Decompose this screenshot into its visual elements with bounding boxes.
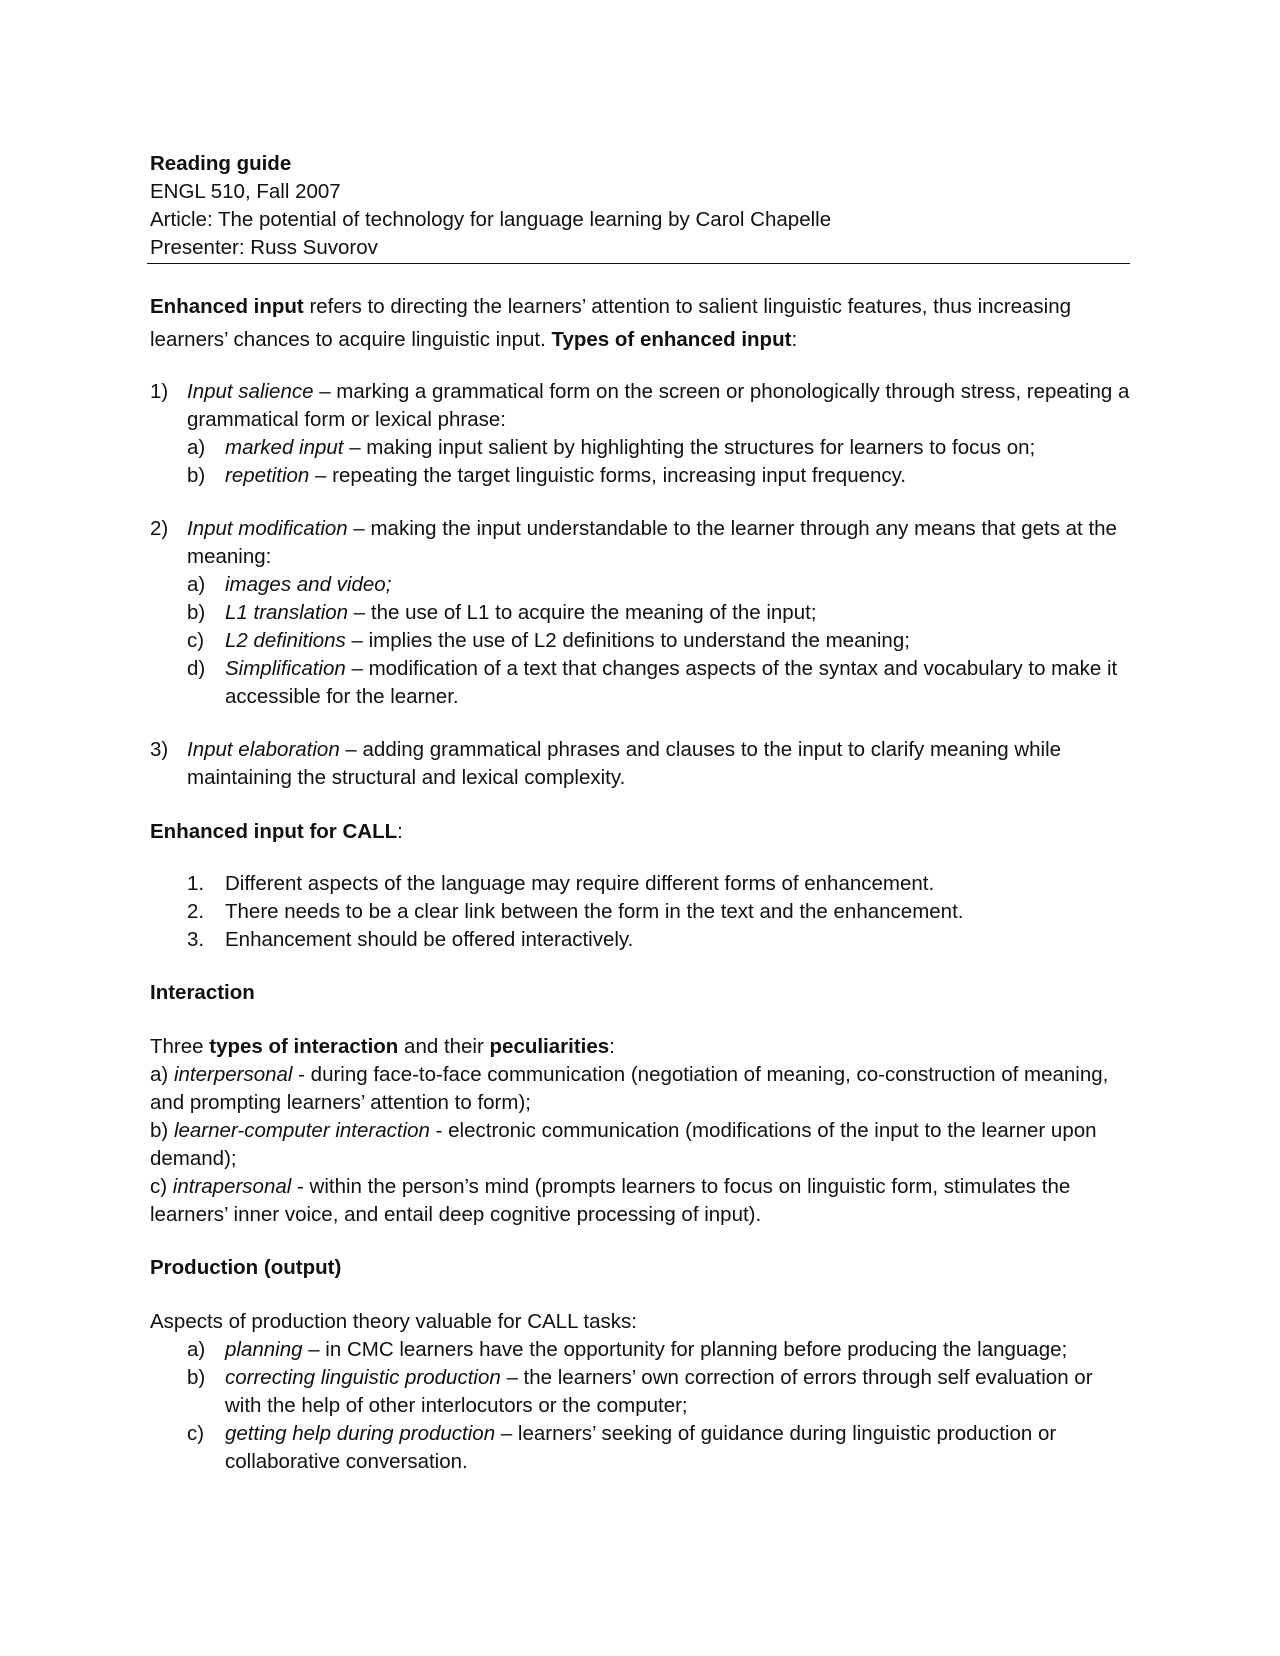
call-list-number: 1.	[187, 872, 205, 895]
production-heading: Production (output)	[150, 1256, 342, 1279]
document-title: Reading guide	[150, 152, 292, 175]
interaction-item-term: intrapersonal	[172, 1175, 292, 1198]
type-block-3	[150, 736, 1130, 792]
production-item-term: getting help during production	[225, 1422, 496, 1445]
production-item-letter: b)	[187, 1366, 206, 1389]
interaction-item-text: - during face-to-face communication (negotiation of meaning, co-construction of meaning, and prompting learners’ attention to form);	[150, 1063, 1109, 1114]
subtype-letter: b)	[187, 601, 206, 624]
interaction-item	[150, 1173, 1130, 1229]
production-item-text: – in CMC learners have the opportunity for planning before producing the language;	[302, 1338, 1068, 1361]
type-item	[150, 515, 1130, 571]
subtype-term: Simplification	[225, 657, 346, 680]
interaction-item-text: - within the person’s mind (prompts learners to focus on linguistic form, stimulates the learners’ inner voice, and entail deep cognitive processing of input).	[150, 1175, 1071, 1226]
production-item-term: planning	[225, 1338, 303, 1361]
call-list-item	[150, 926, 1130, 954]
interaction-item	[150, 1061, 1130, 1117]
subtype-text: – repeating the target linguistic forms, increasing input frequency.	[309, 464, 907, 487]
subtype-term: repetition	[225, 464, 310, 487]
subtype-text: – making input salient by highlighting the structures for learners to focus on;	[343, 436, 1036, 459]
subtype-text: – implies the use of L2 definitions to understand the meaning;	[345, 629, 910, 652]
type-block-2	[150, 515, 1130, 711]
type-term: Input modification	[187, 517, 348, 540]
interaction-lead-bold: peculiarities	[489, 1035, 610, 1058]
interaction-heading: Interaction	[150, 981, 255, 1004]
interaction-item-term: learner-computer interaction	[173, 1119, 430, 1142]
subtype-item	[150, 434, 1130, 462]
interaction-item-letter: c)	[150, 1175, 173, 1198]
interaction-lead	[150, 1033, 1130, 1061]
course-line: ENGL 510, Fall 2007	[150, 180, 341, 203]
type-number: 1)	[150, 380, 169, 403]
subtype-letter: d)	[187, 657, 206, 680]
interaction-item-letter: b)	[150, 1119, 174, 1142]
interaction-item	[150, 1117, 1130, 1173]
production-item-letter: a)	[187, 1338, 206, 1361]
intro-term: Enhanced input	[150, 295, 304, 318]
call-list-text: There needs to be a clear link between the form in the text and the enhancement.	[225, 900, 964, 923]
call-heading	[150, 818, 1130, 846]
production-item	[150, 1420, 1130, 1476]
call-list-item	[150, 870, 1130, 898]
interaction-lead-bold: types of interaction	[209, 1035, 399, 1058]
interaction-item-term: interpersonal	[173, 1063, 293, 1086]
subtype-item	[150, 655, 1130, 711]
subtype-item	[150, 599, 1130, 627]
interaction-lead-text: :	[609, 1035, 615, 1058]
type-text: – marking a grammatical form on the screen or phonologically through stress, repeating a grammatical form or lexical phrase:	[187, 380, 1130, 431]
call-list-text: Different aspects of the language may require different forms of enhancement.	[225, 872, 935, 895]
header-divider	[147, 263, 1130, 264]
article-line: Article: The potential of technology for language learning by Carol Chapelle	[150, 208, 832, 231]
subtype-item	[150, 571, 1130, 599]
subtype-text: – the use of L1 to acquire the meaning of the input;	[348, 601, 817, 624]
production-item	[150, 1364, 1130, 1420]
type-number: 2)	[150, 517, 169, 540]
subtype-item	[150, 462, 1130, 490]
production-item	[150, 1336, 1130, 1364]
interaction-item-text: - electronic communication (modifications of the input to the learner upon demand);	[150, 1119, 1097, 1170]
production-item-term: correcting linguistic production	[225, 1366, 501, 1389]
subtype-letter: b)	[187, 464, 206, 487]
call-list	[150, 870, 1130, 954]
production-item-letter: c)	[187, 1422, 205, 1445]
interaction-lead-text: Three	[150, 1035, 210, 1058]
type-term: Input elaboration	[187, 738, 340, 761]
intro-paragraph	[150, 290, 1130, 356]
call-list-item	[150, 898, 1130, 926]
call-list-text: Enhancement should be offered interactively.	[225, 928, 634, 951]
subtype-term: marked input	[225, 436, 344, 459]
subtype-letter: a)	[187, 436, 206, 459]
call-list-number: 3.	[187, 928, 205, 951]
subtype-letter: c)	[187, 629, 205, 652]
subtype-letter: a)	[187, 573, 206, 596]
production-item-text: – learners’ seeking of guidance during linguistic production or collaborative conversation.	[225, 1422, 1057, 1473]
subtype-text: ;	[385, 573, 392, 596]
type-text: – adding grammatical phrases and clauses to the input to clarify meaning while maintaining the structural and lexical complexity.	[187, 738, 1062, 789]
subtype-text: – modification of a text that changes aspects of the syntax and vocabulary to make it accessible for the learner.	[225, 657, 1118, 708]
intro-text: refers to directing the learners’ attention to salient linguistic features, thus increasing learners’ chances to acquire linguistic input.	[150, 295, 1072, 351]
subtype-term: L2 definitions	[225, 629, 346, 652]
type-text: – making the input understandable to the learner through any means that gets at the meaning:	[187, 517, 1117, 568]
document-content	[150, 150, 1130, 1476]
call-heading-colon: :	[397, 820, 403, 843]
type-block-1	[150, 378, 1130, 490]
interaction-lead-text: and their	[398, 1035, 490, 1058]
presenter-line: Presenter: Russ Suvorov	[150, 236, 378, 259]
call-heading-text: Enhanced input for CALL	[150, 820, 398, 843]
type-term: Input salience	[187, 380, 314, 403]
type-number: 3)	[150, 738, 169, 761]
subtype-term: L1 translation	[225, 601, 349, 624]
call-list-number: 2.	[187, 900, 205, 923]
production-item-text: – the learners’ own correction of errors through self evaluation or with the help of other interlocutors or the computer;	[225, 1366, 1093, 1417]
interaction-item-letter: a)	[150, 1063, 174, 1086]
production-lead: Aspects of production theory valuable for CALL tasks:	[150, 1310, 637, 1333]
intro-types-label: Types of enhanced input	[551, 328, 792, 351]
subtype-term: images and video	[225, 573, 386, 596]
intro-colon: :	[791, 328, 798, 351]
type-item	[150, 378, 1130, 434]
subtype-item	[150, 627, 1130, 655]
document-header	[150, 150, 1130, 264]
type-item	[150, 736, 1130, 792]
